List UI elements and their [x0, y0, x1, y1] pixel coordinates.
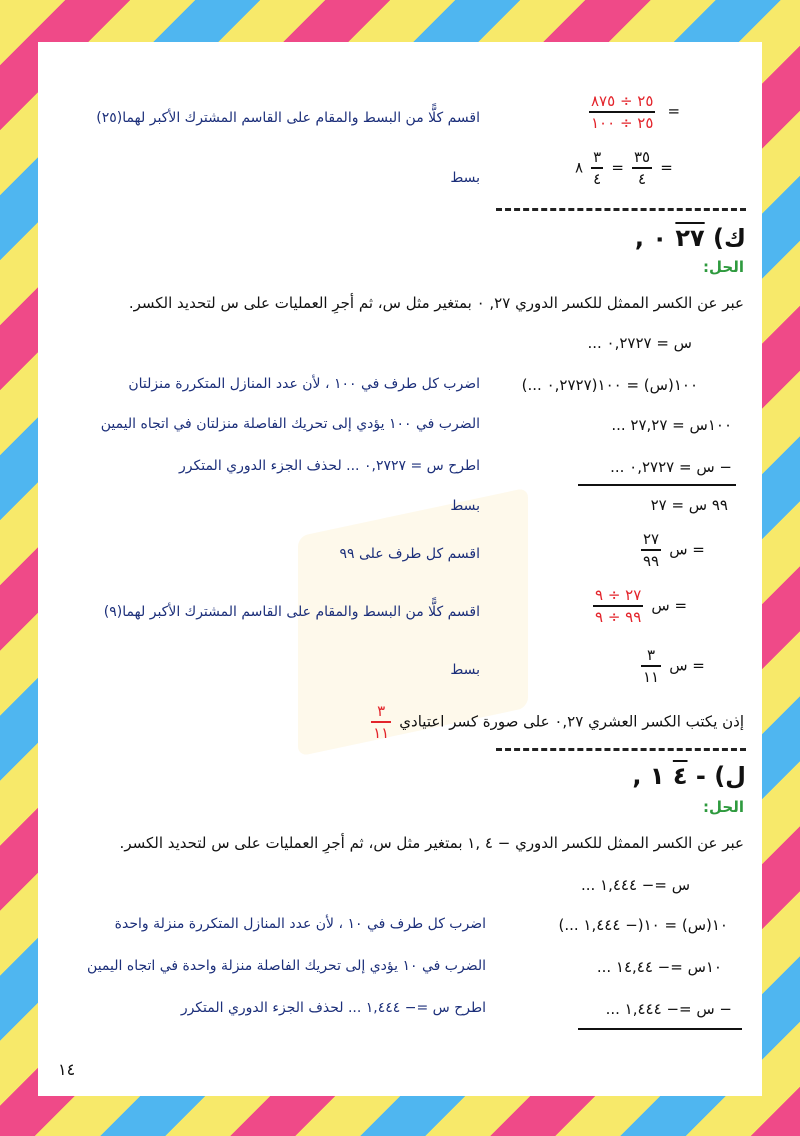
divider-2: [496, 748, 746, 751]
section-l-int: ١ ,: [632, 762, 665, 790]
section-k-heading: [635, 224, 746, 252]
k-step-5-note: بسط: [450, 498, 480, 514]
section-l-label: ل): [714, 762, 746, 790]
page-number: ١٤: [58, 1060, 76, 1079]
section-l-intro: عبر عن الكسر الممثل للكسر الدوري − ٤ ,١ بمتغير مثل س، ثم أجرِ العمليات على س لتحديد الكسر.: [119, 834, 744, 852]
mixed-fraction: $\frac{٣}{٤}$: [593, 148, 602, 188]
l-subtraction-line: [578, 1028, 742, 1030]
divider-1: [496, 208, 746, 211]
l-step-3-note: الضرب في ١٠ يؤدي إلى تحريك الفاصلة منزلة واحدة في اتجاه اليمين: [87, 958, 486, 974]
section-k-solution-label: الحل:: [703, 258, 744, 276]
k-frac-step-3-note: بسط: [450, 662, 480, 678]
whole-number: ٨: [575, 158, 584, 177]
k-conclusion-text: إذن يكتب الكسر العشري ٠,٢٧ على صورة كسر اعتيادي: [399, 712, 744, 731]
k-step-4-note: اطرح س = ٠,٢٧٢٧ ... لحذف الجزء الدوري المتكرر: [179, 458, 480, 474]
section-k-intro: عبر عن الكسر الممثل للكسر الدوري ٢٧, ٠ بمتغير مثل س، ثم أجرِ العمليات على س لتحديد الكسر.: [128, 294, 744, 312]
k-frac-step-3: $\frac{٣}{١١}$ س =: [643, 646, 705, 686]
k-subtraction-line: [578, 484, 736, 486]
l-step-4-note: اطرح س =− ١,٤٤٤ ... لحذف الجزء الدوري المتكرر: [180, 1000, 486, 1016]
l-step-4-math: − س =− ١,٤٤٤ ...: [605, 1000, 732, 1018]
k-frac-step-1: $\frac{٢٧}{٩٩}$ س =: [643, 530, 705, 570]
k-frac-step-2-note: اقسم كلًّا من البسط والمقام على القاسم المشترك الأكبر لهما(٩): [103, 604, 480, 620]
section-k-int: ٠ ,: [634, 224, 668, 252]
k-conclusion: [368, 702, 744, 742]
k-step-2-note: اضرب كل طرف في ١٠٠ ، لأن عدد المنازل المتكررة منزلتان: [128, 376, 480, 392]
top-fraction-1-num: ٢٥ ÷ ٨٧٥: [591, 92, 654, 110]
l-step-2-note: اضرب كل طرف في ١٠ ، لأن عدد المنازل المتكررة منزلة واحدة: [114, 916, 486, 932]
k-step-3-note: الضرب في ١٠٠ يؤدي إلى تحريك الفاصلة منزلتان في اتجاه اليمين: [100, 416, 480, 432]
top-fraction-1: [589, 92, 655, 132]
section-k-label: ك): [713, 224, 746, 252]
k-step-1-math: س = ٠,٢٧٢٧ ...: [587, 334, 692, 352]
section-l-solution-label: الحل:: [703, 798, 744, 816]
top-note-2: بسط: [450, 170, 480, 186]
improper-fraction: $\frac{٣٥}{٤}$: [633, 148, 651, 188]
l-step-2-math: ١٠(س) = ١٠(− ١,٤٤٤ ...): [558, 916, 728, 934]
section-l-repeating: ٤: [672, 762, 688, 790]
k-step-4-math: − س = ٠,٢٧٢٧ ...: [610, 458, 732, 476]
top-fraction-row-1: $\frac{٢٥ \div ٨٧٥}{٢٥ \div ١٠٠}$ =: [591, 92, 681, 132]
l-step-3-math: ١٠س =− ١٤,٤٤ ...: [596, 958, 722, 976]
page: [38, 42, 762, 1096]
top-fraction-1-den: ٢٥ ÷ ١٠٠: [591, 113, 654, 132]
k-step-2-math: ١٠٠(س) = ١٠٠(٠,٢٧٢٧ ...): [521, 376, 698, 394]
k-frac-step-1-note: اقسم كل طرف على ٩٩: [339, 546, 480, 562]
section-l-heading: ل) - ٤ ١ ,: [632, 762, 746, 790]
l-step-1-math: س =− ١,٤٤٤ ...: [580, 876, 690, 894]
k-conclusion-fraction: $\frac{٣}{١١}$: [373, 702, 390, 742]
k-frac-step-2: $\frac{٢٧ \div ٩}{٩٩ \div ٩}$ س =: [595, 586, 688, 626]
k-step-3-math: ١٠٠س = ٢٧,٢٧ ...: [611, 416, 732, 434]
k-step-5-math: ٩٩ س = ٢٧: [650, 496, 728, 514]
top-fraction-row-2: ٨ $\frac{٣}{٤}$ = $\frac{٣٥}{٤}$ =: [575, 148, 673, 188]
section-k-repeating: ٢٧: [675, 224, 705, 252]
top-note-1: اقسم كلًّا من البسط والمقام على القاسم المشترك الأكبر لهما(٢٥): [96, 110, 480, 126]
